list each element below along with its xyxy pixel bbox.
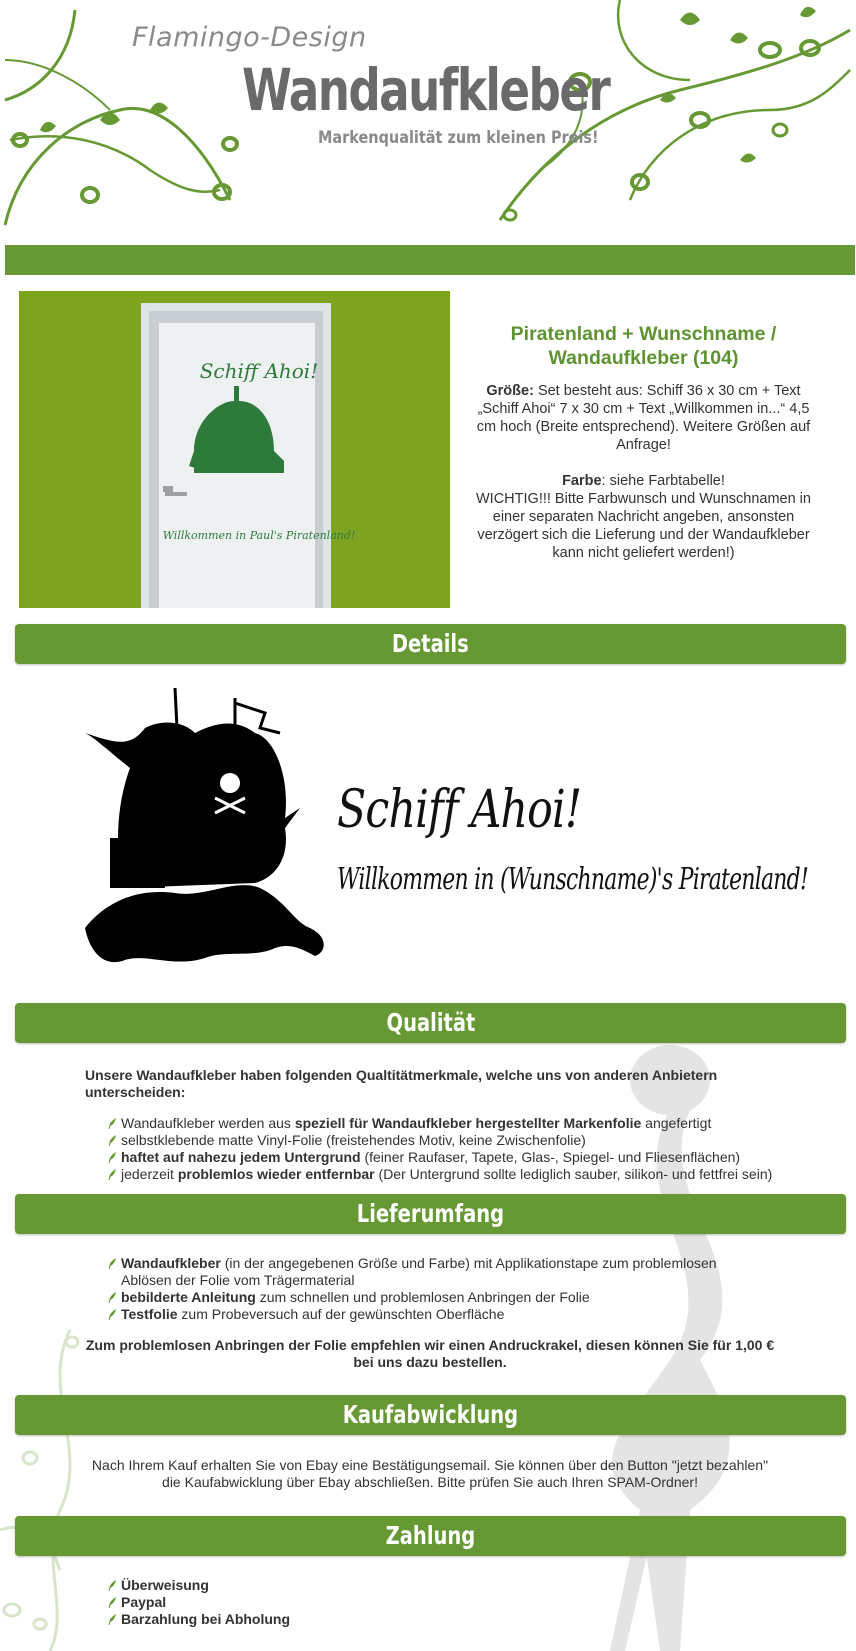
leaf-bullet-icon <box>107 1134 117 1146</box>
header <box>0 0 856 240</box>
product-info <box>466 322 821 562</box>
brand-tagline: Markenqualität zum kleinen Preis! <box>318 128 599 148</box>
quality-list-item: selbstklebende matte Vinyl-Folie (freistehendes Motiv, keine Zwischenfolie) <box>107 1132 827 1149</box>
door-illustration <box>19 291 450 608</box>
section-header-purchase: Kaufabwicklung <box>15 1395 846 1435</box>
payment-method-item: Überweisung <box>107 1577 507 1594</box>
header-divider-bar <box>5 245 855 275</box>
delivery-list-item: Testfolie zum Probeversuch auf der gewünschten Oberfläche <box>107 1306 767 1323</box>
leaf-bullet-icon <box>107 1308 117 1320</box>
size-description: Größe: Set besteht aus: Schiff 36 x 30 cm + Text „Schiff Ahoi“ 7 x 30 cm + Text „Willkommen in...“ 4,5 cm hoch (Breite entsprechend). Weitere Größen auf Anfrage! <box>476 383 811 453</box>
pirate-ship-icon <box>85 688 330 978</box>
section-header-quality: Qualität <box>15 1003 846 1043</box>
product-image <box>19 291 450 608</box>
leaf-bullet-icon <box>107 1117 117 1129</box>
brand-title: Wandaufkleber <box>242 56 610 124</box>
leaf-bullet-icon <box>107 1168 117 1180</box>
delivery-list-item: bebilderte Anleitung zum schnellen und problemlosen Anbringen der Folie <box>107 1289 767 1306</box>
section-header-payment: Zahlung <box>15 1516 846 1556</box>
warning-text: WICHTIG!!! Bitte Farbwunsch und Wunschnamen in einer separaten Nachricht angeben, ansonsten verzögert sich die Lieferung und der Wandaufkleber kann nicht geliefert werden!) <box>476 491 811 561</box>
brand-name: Flamingo-Design <box>132 22 367 53</box>
product-title: Piratenland + Wunschname / Wandaufkleber (104) <box>510 323 777 369</box>
leaf-bullet-icon <box>107 1257 117 1269</box>
leaf-bullet-icon <box>107 1291 117 1303</box>
section-header-delivery: Lieferumfang <box>15 1194 846 1234</box>
delivery-list-item: Wandaufkleber (in der angegebenen Größe und Farbe) mit Applikationstape zum problemlosen Ablösen der Folie vom Trägermaterial <box>107 1255 767 1289</box>
payment-list <box>107 1577 507 1628</box>
swirl-decoration-bottom <box>0 1330 130 1651</box>
delivery-list <box>107 1255 767 1323</box>
quality-intro: Unsere Wandaufkleber haben folgenden Qualtitätmerkmale, welche uns von anderen Anbietern unterscheiden: <box>85 1067 718 1100</box>
details-title: Schiff Ahoi! <box>337 780 582 840</box>
decal-text-top: Schiff Ahoi! <box>199 359 319 383</box>
color-description: Farbe: siehe Farbtabelle! WICHTIG!!! Bitte Farbwunsch und Wunschnamen in einer separaten Nachricht angeben, ansonsten verzögert sich die Lieferung und der Wandaufkleber kann nicht geliefert werden!) <box>476 473 811 561</box>
delivery-note: Zum problemlosen Anbringen der Folie empfehlen wir einen Andruckrakel, diesen können Sie für 1,00 € bei uns dazu bestellen. <box>85 1337 775 1370</box>
payment-method-item: Paypal <box>107 1594 507 1611</box>
purchase-text: Nach Ihrem Kauf erhalten Sie von Ebay eine Bestätigungsemail. Sie können über den Button "jetzt bezahlen" die Kaufabwicklung über Ebay abschließen. Bitte prüfen Sie auch Ihren SPAM-Ordner! <box>91 1457 769 1490</box>
details-subtitle: Willkommen in (Wunschname)'s Piratenland! <box>337 862 809 897</box>
section-header-details: Details <box>15 624 846 664</box>
payment-method-item: Barzahlung bei Abholung <box>107 1611 507 1628</box>
leaf-bullet-icon <box>107 1151 117 1163</box>
quality-list-item: jederzeit problemlos wieder entfernbar (Der Untergrund sollte lediglich sauber, silikon- und fettfrei sein) <box>107 1166 827 1183</box>
quality-list-item: Wandaufkleber werden aus speziell für Wandaufkleber hergestellter Markenfolie angefertigt <box>107 1115 827 1132</box>
decal-text-bottom: Willkommen in Paul's Piratenland! <box>162 529 356 542</box>
quality-list-item: haftet auf nahezu jedem Untergrund (feiner Raufaser, Tapete, Glas-, Spiegel- und Fliesenflächen) <box>107 1149 827 1166</box>
quality-list <box>107 1115 827 1183</box>
